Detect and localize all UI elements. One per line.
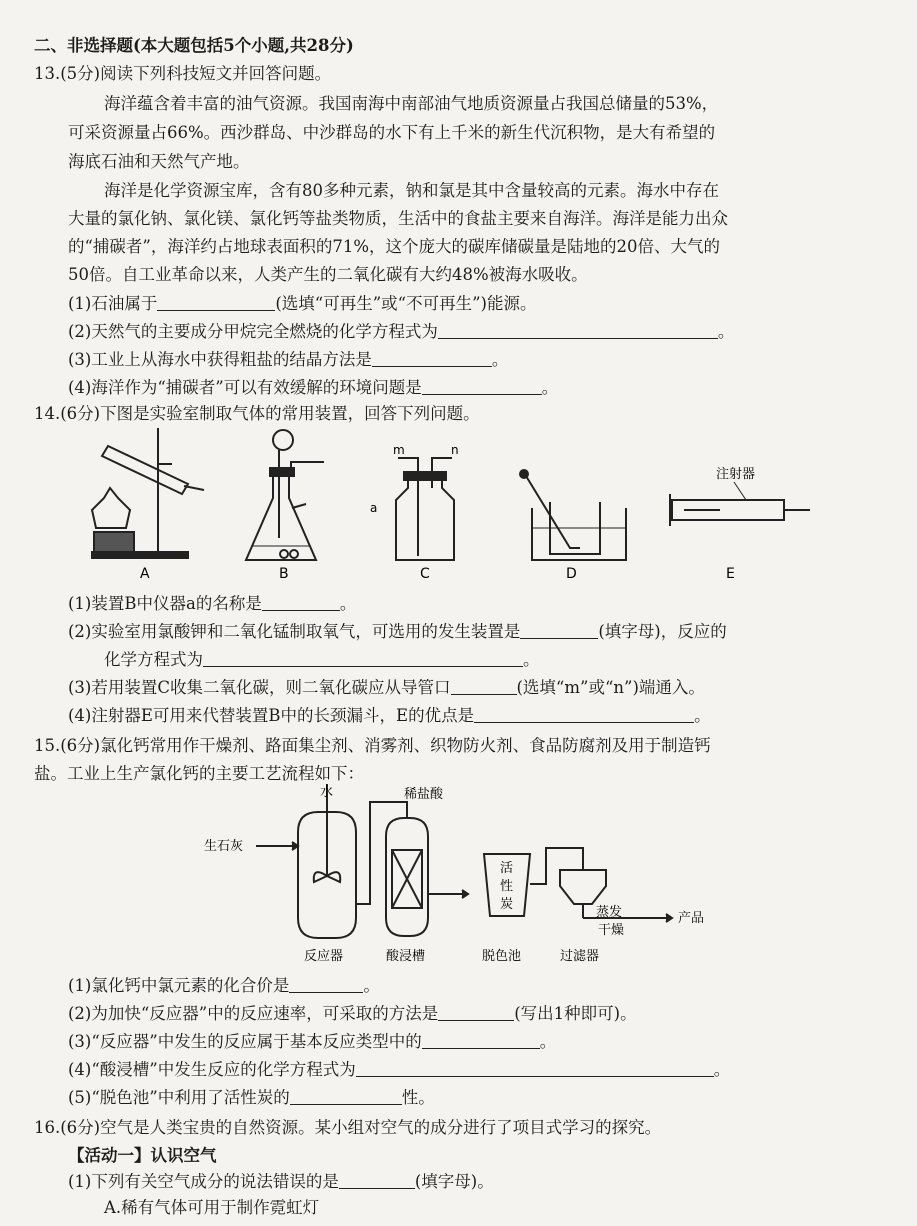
q14-sub4-answer-blank[interactable]: [474, 706, 694, 723]
q14-sub1: [68, 592, 877, 616]
q14-sub2-cont: [104, 648, 877, 672]
apparatus-c-gas-bottle: [396, 458, 454, 560]
q14-sub4: [68, 704, 877, 728]
q13-sub3-text-b: 。: [491, 350, 509, 369]
q15-header-line2: 盐。工业上生产氯化钙的主要工艺流程如下：: [34, 764, 364, 783]
q14-sub1-answer-blank[interactable]: [262, 594, 340, 611]
q15-sub4-text-b: 。: [713, 1060, 731, 1079]
q14-sub2: [68, 620, 877, 644]
q13-paragraph1-line3: 海底石油和天然气产地。: [68, 152, 250, 171]
q13-sub1-text-a: (1)石油属于: [68, 294, 158, 313]
q15-sub2-answer-blank[interactable]: [438, 1004, 514, 1021]
q15-sub3-text-b: 。: [539, 1032, 557, 1051]
q13-sub1: [68, 292, 877, 316]
q16-sub1-text-a: (1)下列有关空气成分的说法错误的是: [68, 1172, 339, 1191]
q13-paragraph1-line1: 海洋蕴含着丰富的油气资源。我国南海中南部油气地质资源量占我国总储量的53%，: [104, 94, 719, 113]
q14-sub2-text-a: (2)实验室用氯酸钾和二氧化锰制取氧气，可选用的发生装置是: [68, 622, 521, 641]
q14-sub3-text-b: (选填“m”或“n”)端通入。: [516, 678, 705, 697]
flow-label-lime: 生石灰: [204, 839, 244, 854]
q14-sub1-text-b: 。: [339, 594, 357, 613]
q13-sub3-text-a: (3)工业上从海水中获得粗盐的结晶方法是: [68, 350, 372, 369]
q13-sub4-text-b: 。: [541, 378, 559, 397]
q16-header: 16.(6分)空气是人类宝贵的自然资源。某小组对空气的成分进行了项目式学习的探究。: [34, 1118, 662, 1137]
q14-sub2-text-c: 化学方程式为: [104, 650, 203, 669]
label-m: m: [393, 443, 405, 457]
q14-sub3-text-a: (3)若用装置C收集二氧化碳，则二氧化碳应从导管口: [68, 678, 451, 697]
q16-activity-title: 【活动一】认识空气: [68, 1146, 217, 1165]
q15-sub1-text-b: 。: [363, 976, 380, 995]
flow-label-product: 产品: [678, 911, 705, 926]
q15-sub4-text-a: (4)“酸浸槽”中发生反应的化学方程式为: [68, 1060, 356, 1079]
q15-sub5-answer-blank[interactable]: [290, 1088, 402, 1105]
q15-sub5-text-a: (5)“脱色池”中利用了活性炭的: [68, 1088, 290, 1107]
q14-sub2-text-d: 。: [523, 650, 540, 669]
flow-label-filter: 过滤器: [560, 949, 600, 964]
q13-paragraph2-line2: 大量的氯化钠、氯化镁、氯化钙等盐类物质，生活中的食盐主要来自海洋。海洋是能力出众: [68, 209, 728, 228]
q15-sub5-text-b: 性。: [401, 1088, 435, 1107]
apparatus-label-b: B: [279, 566, 289, 582]
q15-sub4: [68, 1058, 877, 1082]
q15-header-line1: 15.(6分)氯化钙常用作干燥剂、路面集尘剂、消雾剂、织物防火剂、食品防腐剂及用于制造钙: [34, 736, 711, 755]
process-flow-diagram: [200, 784, 705, 964]
flow-label-carbon-2: 性: [500, 879, 514, 894]
q16-sub1-text-b: (填字母)。: [414, 1172, 494, 1191]
apparatus-a-test-tube: [102, 446, 204, 494]
q15-sub3-text-a: (3)“反应器”中发生的反应属于基本反应类型中的: [68, 1032, 422, 1051]
q15-sub1: [68, 974, 877, 998]
q14-sub3: [68, 676, 877, 700]
q13-paragraph1-line2: 可采资源量占66%。西沙群岛、中沙群岛的水下有上千米的新生代沉积物，是大有希望的: [68, 123, 716, 142]
q15-sub3-answer-blank[interactable]: [422, 1032, 540, 1049]
q13-sub2: [68, 320, 877, 344]
apparatus-label-c: C: [420, 566, 430, 582]
label-a: a: [370, 501, 378, 515]
label-n: n: [451, 443, 459, 457]
q15-sub1-answer-blank[interactable]: [289, 976, 363, 993]
q13-sub3: [68, 348, 877, 372]
flow-label-water: 水: [320, 785, 334, 800]
flow-label-dry: 干燥: [598, 923, 625, 938]
q13-paragraph2-line3: 的“捕碳者”，海洋约占地球表面积的71%，这个庞大的碳库储碳量是陆地的20倍、大气的: [68, 237, 721, 256]
q13-paragraph2-line4: 50倍。自工业革命以来，人类产生的二氧化碳有大约48%被海水吸收。: [68, 265, 588, 284]
apparatus-label-d: D: [566, 566, 577, 582]
q13-header: 13.(5分)阅读下列科技短文并回答问题。: [34, 64, 332, 83]
q13-sub2-text-a: (2)天然气的主要成分甲烷完全燃烧的化学方程式为: [68, 322, 438, 341]
flow-label-acid: 稀盐酸: [404, 787, 444, 802]
q15-sub1-text-a: (1)氯化钙中氯元素的化合价是: [68, 976, 290, 995]
acid-leach-tank: [386, 818, 428, 936]
apparatus-b-conical-flask: [246, 430, 324, 560]
flow-label-carbon-3: 炭: [500, 897, 514, 912]
q13-sub2-answer-blank[interactable]: [438, 322, 718, 339]
q13-sub4-text-a: (4)海洋作为“捕碳者”可以有效缓解的环境问题是: [68, 378, 422, 397]
q14-sub4-text-b: 。: [694, 706, 711, 725]
q14-sub3-answer-blank[interactable]: [451, 678, 517, 695]
q15-sub3: [68, 1030, 877, 1054]
q16-option-a: A.稀有气体可用于制作霓虹灯: [104, 1198, 320, 1217]
q13-sub3-answer-blank[interactable]: [372, 350, 492, 367]
flow-label-reactor: 反应器: [304, 949, 344, 964]
q15-sub2-text-a: (2)为加快“反应器”中的反应速率，可采取的方法是: [68, 1004, 439, 1023]
q13-paragraph2-line1: 海洋是化学资源宝库，含有80多种元素，钠和氯是其中含量较高的元素。海水中存在: [104, 181, 719, 200]
q14-sub2-text-b: (填字母)，反应的: [598, 622, 727, 641]
q16-sub1-answer-blank[interactable]: [339, 1172, 415, 1189]
apparatus-label-e: E: [726, 566, 735, 582]
flow-label-tank: 酸浸槽: [386, 949, 426, 964]
lab-apparatus-figure: [80, 428, 820, 582]
label-syringe: 注射器: [716, 467, 756, 482]
q14-sub1-text-a: (1)装置B中仪器a的名称是: [68, 594, 262, 613]
section-title: 二、非选择题(本大题包括5个小题,共28分): [34, 36, 354, 55]
q13-sub1-answer-blank[interactable]: [157, 294, 275, 311]
flow-arrows: [256, 784, 672, 922]
apparatus-a-alcohol-lamp: [92, 488, 134, 552]
q16-sub1: [68, 1170, 877, 1194]
q14-header: 14.(6分)下图是实验室制取气体的常用装置，回答下列问题。: [34, 404, 480, 423]
q13-sub2-text-b: 。: [717, 322, 735, 341]
flow-label-decolor: 脱色池: [482, 949, 522, 964]
q15-sub2-text-b: (写出1种即可)。: [514, 1004, 637, 1023]
q14-sub4-text-a: (4)注射器E可用来代替装置B中的长颈漏斗，E的优点是: [68, 706, 475, 725]
q14-sub2-device-blank[interactable]: [520, 622, 598, 639]
q15-sub2: [68, 1002, 877, 1026]
q15-sub5: [68, 1086, 877, 1110]
q13-sub4: [68, 376, 877, 400]
apparatus-d-water-trough: [520, 470, 626, 560]
reactor-vessel: [298, 798, 356, 938]
q14-sub2-equation-blank[interactable]: [203, 650, 523, 667]
flow-label-carbon-1: 活: [500, 861, 514, 876]
q13-sub4-answer-blank[interactable]: [422, 378, 542, 395]
apparatus-label-a: A: [140, 566, 150, 582]
apparatus-e-syringe: [670, 482, 810, 526]
flow-label-evaporate: 蒸发: [596, 905, 623, 920]
q15-sub4-answer-blank[interactable]: [356, 1060, 714, 1077]
q13-sub1-text-b: (选填“可再生”或“不可再生”)能源。: [275, 294, 537, 313]
